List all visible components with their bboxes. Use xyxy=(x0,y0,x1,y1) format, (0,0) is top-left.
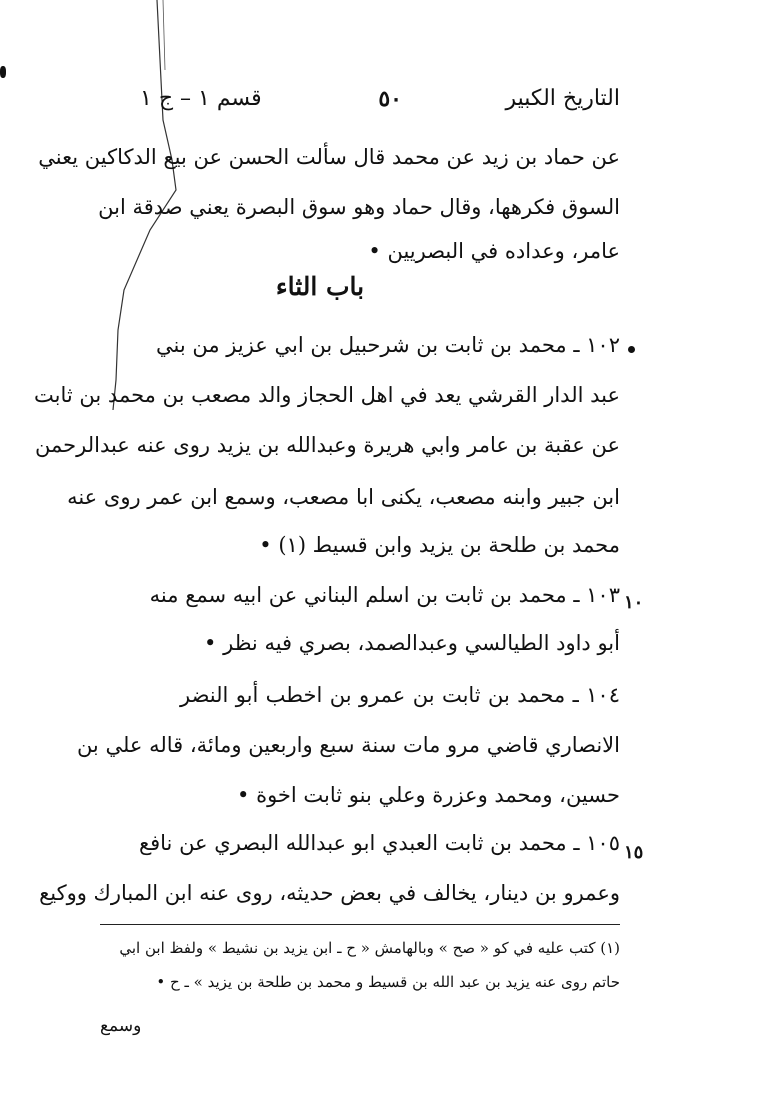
entry-104: ١٠٤ ـ محمد بن ثابت بن عمرو بن اخطب أبو النضر xyxy=(180,683,620,707)
running-header xyxy=(140,86,620,120)
section-label: قسم ١ – ج ١ xyxy=(140,86,262,111)
entry-105: ١٠٥ ـ محمد بن ثابت العبدي ابو عبدالله البصري عن نافع xyxy=(138,831,620,855)
body-line: السوق فكرهها، وقال حماد وهو سوق البصرة يعني صدقة ابن xyxy=(98,195,620,219)
body-line: عن عقبة بن عامر وابي هريرة وعبدالله بن يزيد روى عنه عبدالرحمن xyxy=(35,433,620,457)
body-line: أبو داود الطيالسي وعبدالصمد، بصري فيه نظر • xyxy=(204,631,620,655)
page-number: ٥٠ xyxy=(378,86,402,112)
entry-103: ١٠٣ ـ محمد بن ثابت بن اسلم البناني عن ابيه سمع منه xyxy=(149,583,620,607)
body-line: الانصاري قاضي مرو مات سنة سبع واربعين ومائة، قاله علي بن xyxy=(76,733,620,757)
body-line: محمد بن طلحة بن يزيد وابن قسيط (١) • xyxy=(259,533,620,557)
body-line: حسين، ومحمد وعزرة وعلي بنو ثابت اخوة • xyxy=(237,783,620,807)
footnote-line: (١) كتب عليه في كو « صح » وبالهامش « ح ـ ابن يزيد بن نشيط » ولفظ ابن ابي xyxy=(119,939,620,957)
catchword: وسمع xyxy=(100,1016,142,1036)
margin-mark xyxy=(628,346,635,353)
body-line: ابن جبير وابنه مصعب، يكنى ابا مصعب، وسمع ابن عمر روى عنه xyxy=(67,485,620,509)
body-line: وعمرو بن دينار، يخالف في بعض حديثه، روى عنه ابن المبارك ووكيع xyxy=(39,881,620,905)
margin-line-number: ١٠ xyxy=(624,592,644,613)
footnote-rule xyxy=(100,924,620,925)
book-title: التاريخ الكبير xyxy=(505,86,620,111)
footnote-line: حاتم روى عنه يزيد بن عبد الله بن قسيط و محمد بن طلحة بن يزيد » ـ ح • xyxy=(156,973,620,991)
body-line: عامر، وعداده في البصريين • xyxy=(368,239,620,263)
entry-102: ١٠٢ ـ محمد بن ثابت بن شرحبيل بن ابي عزيز من بني xyxy=(156,333,620,357)
margin-line-number: ١٥ xyxy=(624,842,644,863)
body-line: عبد الدار القرشي يعد في اهل الحجاز والد مصعب بن محمد بن ثابت xyxy=(34,383,620,407)
scan-mark xyxy=(0,66,6,78)
chapter-heading: باب الثاء xyxy=(275,272,365,301)
body-line: عن حماد بن زيد عن محمد قال سألت الحسن عن بيع الدكاكين يعني xyxy=(38,145,620,169)
